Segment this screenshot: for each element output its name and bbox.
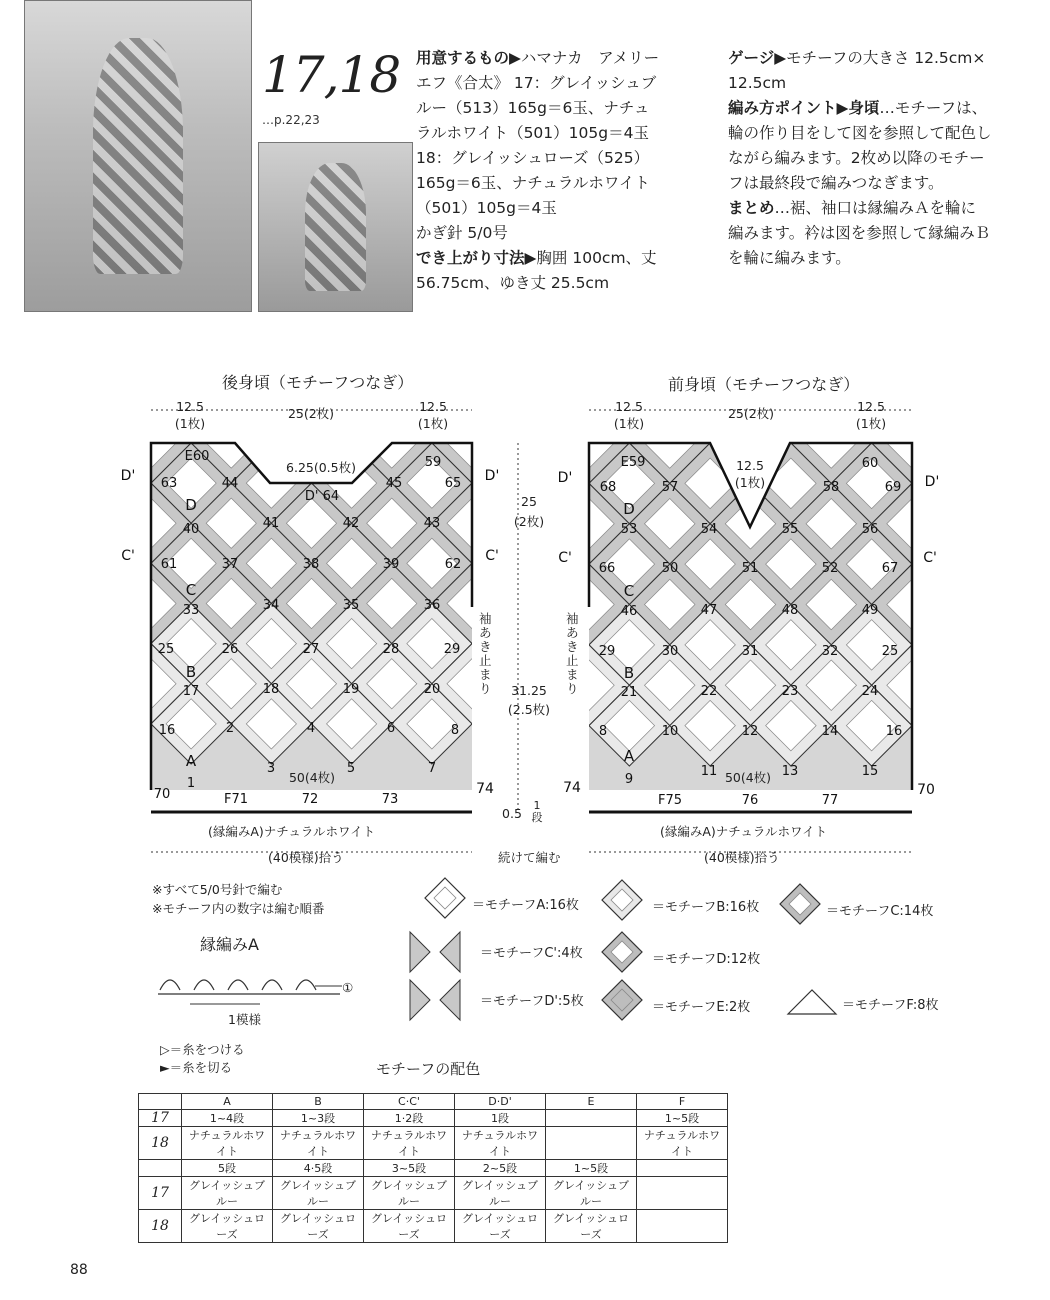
motif-center (968, 418, 1018, 468)
method-line: を輪に編みます。 (728, 249, 851, 267)
motif (508, 395, 589, 443)
motif (993, 524, 1050, 605)
motif-center (1008, 539, 1050, 589)
note-needle: ※すべて5/0号針で編む (152, 882, 283, 897)
color-table (138, 1093, 728, 1243)
model-photo-small (258, 142, 413, 312)
motif-number: 53 (620, 522, 638, 537)
back-edge-label: (縁編みA)ナチュラルホワイト (208, 824, 376, 839)
front-neck-dim: 12.5 (1枚) (734, 458, 766, 490)
motif-number: 27 (302, 642, 320, 657)
motif-number: 54 (700, 522, 718, 537)
motif-number: 61 (160, 557, 178, 572)
motif-number: D (623, 500, 635, 518)
color-table-cell: ナチュラルホワイト (182, 1127, 273, 1160)
color-table-cell (637, 1160, 728, 1177)
color-table-cell: 1~4段 (182, 1110, 273, 1127)
motif-number: 44 (221, 476, 239, 491)
motif-number: 40 (182, 522, 200, 537)
edging-title: 縁編みA (200, 935, 259, 954)
motif-number: 11 (700, 764, 718, 779)
materials-line: ラルホワイト（501）105g＝4玉 (416, 124, 649, 142)
motif-number: 76 (741, 793, 759, 808)
motif-number: 3 (266, 761, 276, 776)
motif-number: 41 (262, 516, 280, 531)
materials-line: 用意するもの▶ハマナカ アメリー (416, 49, 660, 67)
motif-number: E59 (620, 455, 646, 470)
motif-number: F71 (223, 792, 249, 807)
method-column (728, 46, 1010, 271)
motif-number: 8 (598, 724, 608, 739)
motif-number: 29 (598, 644, 616, 659)
motif-number: 65 (444, 476, 462, 491)
materials-line: でき上がり寸法▶胸囲 100cm、丈 (416, 249, 657, 267)
motif-number: D' 64 (304, 489, 340, 504)
motif-center (1008, 458, 1050, 508)
motif-number: 35 (342, 598, 360, 613)
motif (512, 403, 592, 483)
motif-number: 9 (624, 772, 634, 787)
motif-number: 36 (423, 598, 441, 613)
motif (71, 443, 151, 523)
back-body-title: 後身頃（モチーフつなぎ） (222, 373, 414, 392)
motif-center (487, 619, 537, 669)
motif-number: 70 (153, 787, 171, 802)
method-line: ながら編みます。2枚め以降のモチー (728, 149, 985, 167)
edging-picot (228, 980, 248, 990)
side-label: C' (558, 550, 572, 566)
side-label: 74 (476, 781, 494, 797)
materials-line: エフ《合太》 17：グレイッシュブ (416, 74, 657, 92)
method-line: まとめ…裾、袖口は縁編みＡを輪に (728, 199, 977, 217)
color-table-header: C·C' (364, 1094, 455, 1110)
motif-number: 66 (598, 561, 616, 576)
motif (952, 403, 1033, 484)
color-table-cell: ナチュラルホワイト (364, 1127, 455, 1160)
motif (31, 563, 111, 643)
color-table-cell: グレイッシュブルー (273, 1177, 364, 1210)
color-table-row-label: 18 (139, 1127, 182, 1160)
motif-number: 43 (423, 516, 441, 531)
color-table-cell: グレイッシュブルー (182, 1177, 273, 1210)
hem-dim: 0.5 (502, 806, 522, 821)
motif (912, 395, 993, 443)
legend-d: ＝モチーフD:12枚 (652, 952, 761, 967)
motif-number: 34 (262, 598, 280, 613)
motif-center (46, 578, 96, 628)
front-dim-center: 25(2枚) (727, 406, 775, 421)
color-table-title: モチーフの配色 (376, 1060, 481, 1078)
hem-dim-rows: 1段 (531, 799, 543, 824)
materials-line: （501）105g＝4玉 (416, 199, 557, 217)
side-label: D' (924, 474, 940, 490)
motif (912, 605, 993, 686)
motif-center (86, 619, 136, 669)
front-pickup: (40模様)拾う (704, 850, 780, 865)
motif-number: 55 (781, 522, 799, 537)
motif-number: 7 (427, 761, 437, 776)
color-table-header: B (273, 1094, 364, 1110)
motif-number: 72 (301, 792, 319, 807)
legend-c-prime: ＝モチーフC':4枚 (480, 946, 583, 961)
color-table-cell (637, 1177, 728, 1210)
edging-repeat: 1模様 (228, 1012, 261, 1027)
back-dim-right: 12.5 (1枚) (417, 399, 449, 431)
color-table-cell: 3~5段 (364, 1160, 455, 1177)
motif (512, 563, 592, 643)
motif-number: C (623, 582, 635, 600)
motif (71, 604, 151, 684)
back-width-dim: 50(4枚) (288, 770, 336, 785)
legend-b: ＝モチーフB:16枚 (652, 900, 760, 915)
motif-number: F75 (657, 793, 683, 808)
motif-number: D (185, 496, 197, 514)
color-table-cell: 1·2段 (364, 1110, 455, 1127)
motif-number: 56 (861, 522, 879, 537)
color-table-row-label: 17 (139, 1177, 182, 1210)
body-diagram (0, 395, 1050, 875)
edging-picot (160, 980, 180, 990)
motif-number: 45 (385, 476, 403, 491)
motif-number: 52 (821, 561, 839, 576)
color-table-row-label: 18 (139, 1210, 182, 1243)
motif-number: B (623, 664, 635, 682)
legend-e: ＝モチーフE:2枚 (652, 1000, 751, 1015)
motif-number: 60 (861, 456, 879, 471)
motif-number: 30 (661, 644, 679, 659)
color-table-cell: グレイッシュブルー (546, 1177, 637, 1210)
motif (71, 523, 151, 603)
motif-center (927, 395, 977, 428)
page-reference: …p.22,23 (262, 113, 320, 127)
materials-line: ルー（513）165g＝6玉、ナチュ (416, 99, 650, 117)
motif-number: 67 (881, 561, 899, 576)
color-table-cell: グレイッシュローズ (273, 1210, 364, 1243)
motif-number: 15 (861, 764, 879, 779)
back-dim-center: 25(2枚) (287, 406, 335, 421)
motif-number: 14 (821, 724, 839, 739)
motif-number: 4 (306, 721, 316, 736)
materials-column (416, 46, 698, 296)
color-table-header: D·D' (455, 1094, 546, 1110)
motif-number: 46 (620, 604, 638, 619)
motif (31, 403, 111, 483)
side-label: C' (923, 550, 937, 566)
front-edge-label: (縁編みA)ナチュラルホワイト (660, 824, 828, 839)
motif-center (927, 700, 977, 750)
page-number: 88 (70, 1262, 88, 1278)
motif-number: 49 (861, 603, 879, 618)
color-table-cell: グレイッシュローズ (546, 1210, 637, 1243)
front-width-dim: 50(4枚) (724, 770, 772, 785)
motif-number: E60 (184, 449, 210, 464)
motif-center (968, 579, 1018, 629)
motif-number: 31 (741, 644, 759, 659)
symbol-attach: ▷＝糸をつける (160, 1042, 245, 1057)
motif-number: 25 (881, 644, 899, 659)
motif-number: 2 (225, 721, 235, 736)
color-table-cell (546, 1110, 637, 1127)
motif-number: 57 (661, 480, 679, 495)
legend-c: ＝モチーフC:14枚 (826, 904, 934, 919)
front-dim-left: 12.5 (1枚) (613, 399, 645, 431)
motif (710, 395, 791, 403)
color-table-cell: グレイッシュブルー (364, 1177, 455, 1210)
legend-f: ＝モチーフF:8枚 (842, 998, 939, 1013)
motif-number: 33 (182, 603, 200, 618)
legend-icon-c-prime-right (440, 932, 460, 972)
motif-center (1008, 700, 1050, 750)
legend-icon-d-prime-right (440, 980, 460, 1020)
front-armhole: 袖あき止まり (566, 611, 579, 696)
center-upper-dim: 25 (521, 494, 537, 509)
motif-number: 29 (443, 642, 461, 657)
legend-a: ＝モチーフA:16枚 (472, 898, 579, 913)
motif (512, 395, 592, 403)
model-photo-main (24, 0, 252, 312)
edging-picot (194, 980, 214, 990)
color-table-cell (546, 1127, 637, 1160)
motif (952, 483, 1033, 564)
motif (508, 524, 589, 605)
continue-label: 続けて編む (498, 850, 561, 865)
method-line: 12.5cm (728, 74, 787, 92)
side-label: 74 (563, 780, 581, 796)
side-label: C' (485, 548, 499, 564)
motif (952, 395, 1033, 403)
method-line: 編みます。衿は図を参照して縁編みＢ (728, 224, 991, 242)
color-table-cell: 1段 (455, 1110, 546, 1127)
motif-number: 37 (221, 557, 239, 572)
motif-number: 63 (160, 476, 178, 491)
motif-center (968, 499, 1018, 549)
motif-number: 58 (822, 480, 840, 495)
motif-number: 1 (186, 776, 196, 791)
edging-picot (262, 980, 282, 990)
motif-number: 13 (781, 764, 799, 779)
materials-line: 18：グレイッシュローズ（525） (416, 149, 650, 167)
color-table-cell: 4·5段 (273, 1160, 364, 1177)
motif-number: 19 (342, 682, 360, 697)
motif-center (86, 395, 136, 428)
color-table-cell: 1~5段 (546, 1160, 637, 1177)
motif (468, 395, 549, 403)
motif-number: 6 (386, 721, 396, 736)
side-label: D' (557, 470, 573, 486)
legend-d-prime: ＝モチーフD':5枚 (480, 994, 584, 1009)
legend-icon-f (788, 990, 836, 1014)
motif-number: 25 (157, 642, 175, 657)
back-pickup: (40模様)拾う (268, 850, 344, 865)
motif-center (86, 699, 136, 749)
motif (71, 684, 151, 764)
motif (952, 564, 1033, 645)
symbol-cut: ►＝糸を切る (160, 1060, 233, 1075)
color-table-cell: ナチュラルホワイト (273, 1127, 364, 1160)
color-table-cell (637, 1210, 728, 1243)
motif-number: 39 (382, 557, 400, 572)
motif (472, 395, 552, 443)
back-armhole: 袖あき止まり (479, 611, 492, 696)
color-table-header: F (637, 1094, 728, 1110)
pattern-number: 17,18 (262, 46, 401, 104)
motif-number: 20 (423, 682, 441, 697)
motif (472, 523, 552, 603)
motif-number: 10 (661, 724, 679, 739)
motif-number: 47 (700, 603, 718, 618)
motif-center (46, 498, 96, 548)
motif-number: 18 (262, 682, 280, 697)
color-table-cell: 1~3段 (273, 1110, 364, 1127)
motif-number: 8 (450, 723, 460, 738)
motif (71, 395, 151, 443)
center-lower-dim: 31.25 (511, 683, 547, 698)
side-label: C' (121, 548, 135, 564)
motif-number: A (623, 747, 635, 765)
method-line: 輪の作り目をして図を参照して配色し (728, 124, 992, 142)
note-order: ※モチーフ内の数字は編む順番 (152, 901, 325, 916)
motif-center (487, 395, 537, 428)
motif-center (968, 660, 1018, 710)
color-table-header (139, 1094, 182, 1110)
method-line: フは最終段で編みつなぎます。 (728, 174, 944, 192)
motif (993, 443, 1050, 524)
motif-number: 62 (444, 557, 462, 572)
motif-number: C (185, 581, 197, 599)
side-label: D' (484, 468, 500, 484)
motif-center (1008, 620, 1050, 670)
motif-number: 69 (884, 480, 902, 495)
color-table-row-label: 17 (139, 1110, 182, 1127)
center-upper-dim-2: (2枚) (513, 514, 545, 529)
motif-number: 23 (781, 684, 799, 699)
motif-number: 16 (158, 723, 176, 738)
materials-line: かぎ針 5/0号 (416, 224, 508, 242)
motif-number: A (185, 752, 197, 770)
color-table-header: E (546, 1094, 637, 1110)
method-line: 編み方ポイント▶身頃…モチーフは、 (728, 99, 988, 117)
side-label: D' (120, 468, 136, 484)
legend-icon-c-prime-left (410, 932, 430, 972)
motif-number: 17 (182, 684, 200, 699)
motif (31, 395, 111, 403)
motif-center (46, 659, 96, 709)
edging-row-number: ① (342, 980, 354, 995)
legend-icon-d-prime-left (410, 980, 430, 1020)
motif (31, 483, 111, 563)
motif-number: 50 (661, 561, 679, 576)
motif-number: 24 (861, 684, 879, 699)
motif-number: 22 (700, 684, 718, 699)
color-table-cell: グレイッシュローズ (455, 1210, 546, 1243)
motif (993, 395, 1050, 443)
motif-number: 51 (741, 561, 759, 576)
method-line: ゲージ▶モチーフの大きさ 12.5cm× (728, 49, 986, 67)
motif (912, 685, 993, 766)
motif-number: 73 (381, 792, 399, 807)
motif-number: 21 (620, 685, 638, 700)
front-body-title: 前身頃（モチーフつなぎ） (668, 375, 860, 394)
materials-line: 165g＝6玉、ナチュラルホワイト (416, 174, 650, 192)
edging-picot (296, 980, 316, 990)
front-dim-right: 12.5 (1枚) (855, 399, 887, 431)
motif (271, 395, 351, 403)
motif-number: 26 (221, 642, 239, 657)
side-label: 70 (917, 782, 935, 798)
back-neck-dim: 6.25(0.5枚) (286, 460, 356, 475)
motif-number: 48 (781, 603, 799, 618)
motif-center (46, 418, 96, 468)
color-table-cell: 1~5段 (637, 1110, 728, 1127)
color-table-cell: グレイッシュローズ (364, 1210, 455, 1243)
motif-number: 77 (821, 793, 839, 808)
center-lower-dim-2: (2.5枚) (507, 702, 551, 717)
motif (993, 605, 1050, 686)
motif (468, 403, 549, 484)
motif-center (1008, 395, 1050, 428)
motif-center (483, 418, 533, 468)
motif-number: 5 (346, 761, 356, 776)
color-table-cell: ナチュラルホワイト (455, 1127, 546, 1160)
color-table-cell: 5段 (182, 1160, 273, 1177)
color-table-cell: ナチュラルホワイト (637, 1127, 728, 1160)
color-table-cell: グレイッシュブルー (455, 1177, 546, 1210)
motif (31, 644, 111, 724)
motif-center (527, 418, 577, 468)
motif-number: 68 (599, 480, 617, 495)
color-table-cell: グレイッシュローズ (182, 1210, 273, 1243)
motif-number: 12 (741, 724, 759, 739)
materials-line: 56.75cm、ゆき丈 25.5cm (416, 274, 610, 292)
motif-number: 42 (342, 516, 360, 531)
motif-center (523, 395, 573, 428)
motif (952, 645, 1033, 726)
motif (993, 685, 1050, 766)
motif-number: 32 (821, 644, 839, 659)
motif-number: 16 (885, 724, 903, 739)
back-dim-left: 12.5 (1枚) (174, 399, 206, 431)
color-table-cell: 2~5段 (455, 1160, 546, 1177)
motif-number: 38 (302, 557, 320, 572)
color-table-row-label (139, 1160, 182, 1177)
motif-number: B (185, 663, 197, 681)
motif-number: 28 (382, 642, 400, 657)
motif-center (927, 620, 977, 670)
motif-number: 59 (424, 455, 442, 470)
color-table-header: A (182, 1094, 273, 1110)
